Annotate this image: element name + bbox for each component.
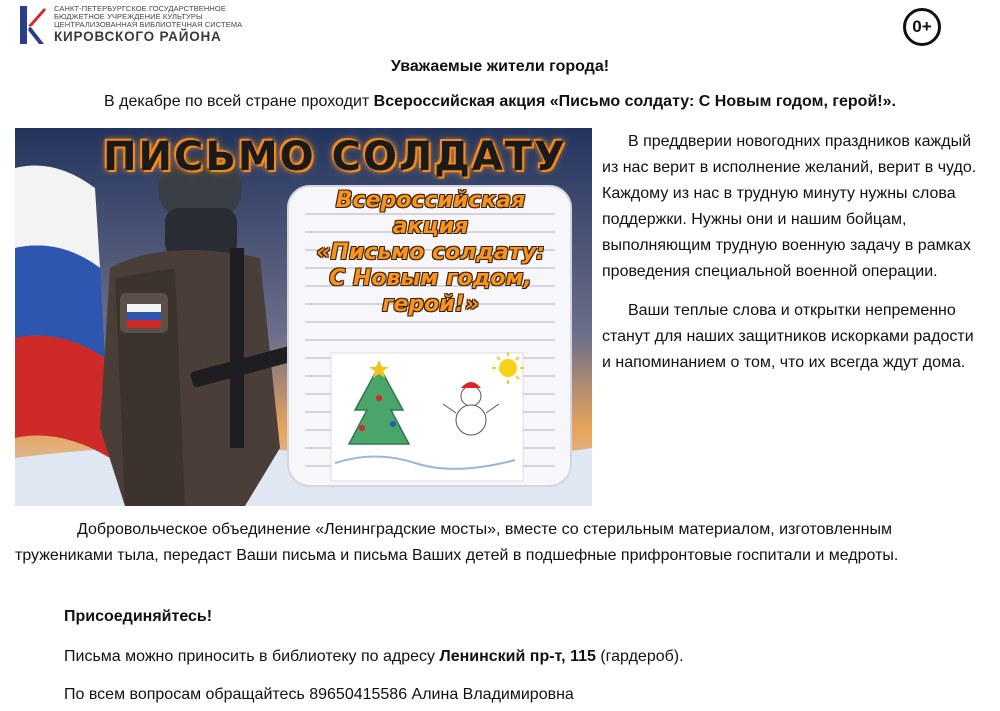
volunteers-paragraph: Добровольческое объединение «Ленинградские мосты», вместе со стерильным материалом, изготовленным тружениками тыла, передаст Ваши письма и письма Ваших детей в подшефные прифронтовые госпитали и медроты. [15,521,899,564]
side-text [602,129,987,389]
poster-title: ПИСЬМО СОЛДАТУ [103,134,567,180]
poster-card-line-4: С Новым годом, [329,266,532,291]
poster-card-text [293,188,568,318]
intro-campaign-name: Всероссийская акция «Письмо солдату: С Новым годом, герой!». [373,93,896,110]
address-value: Ленинский пр-т, 115 [439,648,596,665]
side-paragraph-2: Ваши теплые слова и открытки непременно станут для наших защитников искорками радости и напоминанием о том, что их всегда ждут дома. [602,302,974,371]
flag-icon [15,166,110,459]
address-line [64,648,684,666]
library-logo [18,4,243,48]
intro-prefix: В декабре по всей стране проходит [104,93,374,110]
age-rating-badge: 0+ [903,8,941,46]
contact-line: По всем вопросам обращайтесь 89650415586 Алина Владимировна [64,686,574,703]
intro-line [0,93,1000,111]
greeting-heading: Уважаемые жители города! [390,58,610,75]
address-suffix: (гардероб). [595,648,684,665]
side-paragraph-1: В преддверии новогодних праздников каждый из нас верит в исполнение желаний, верит в чудо. Каждому из нас в трудную минуту нужны слова поддержки. Нужны они и нашим бойцам, выполняющим трудную военную задачу в рамках проведения специальной военной операции. [602,133,977,280]
campaign-poster [15,128,592,506]
logo-mark-icon [18,4,48,46]
poster-card-line-2: акция [392,214,469,239]
logo-title: КИРОВСКОГО РАЙОНА [54,29,222,44]
logo-line-1: САНКТ-ПЕТЕРБУРГСКОЕ ГОСУДАРСТВЕННОЕ [54,4,226,13]
child-drawing [331,352,524,481]
poster-card-line-1: Всероссийская [335,188,526,213]
join-call: Присоединяйтесь! [64,608,213,625]
logo-line-2: БЮДЖЕТНОЕ УЧРЕЖДЕНИЕ КУЛЬТУРЫ [54,12,203,21]
address-prefix: Письма можно приносить в библиотеку по адресу [64,648,440,665]
poster-card-line-5: герой!» [381,292,480,317]
logo-line-3: ЦЕНТРАЛИЗОВАННАЯ БИБЛИОТЕЧНАЯ СИСТЕМА [54,20,243,29]
poster-card-line-3: «Письмо солдату: [316,240,545,265]
